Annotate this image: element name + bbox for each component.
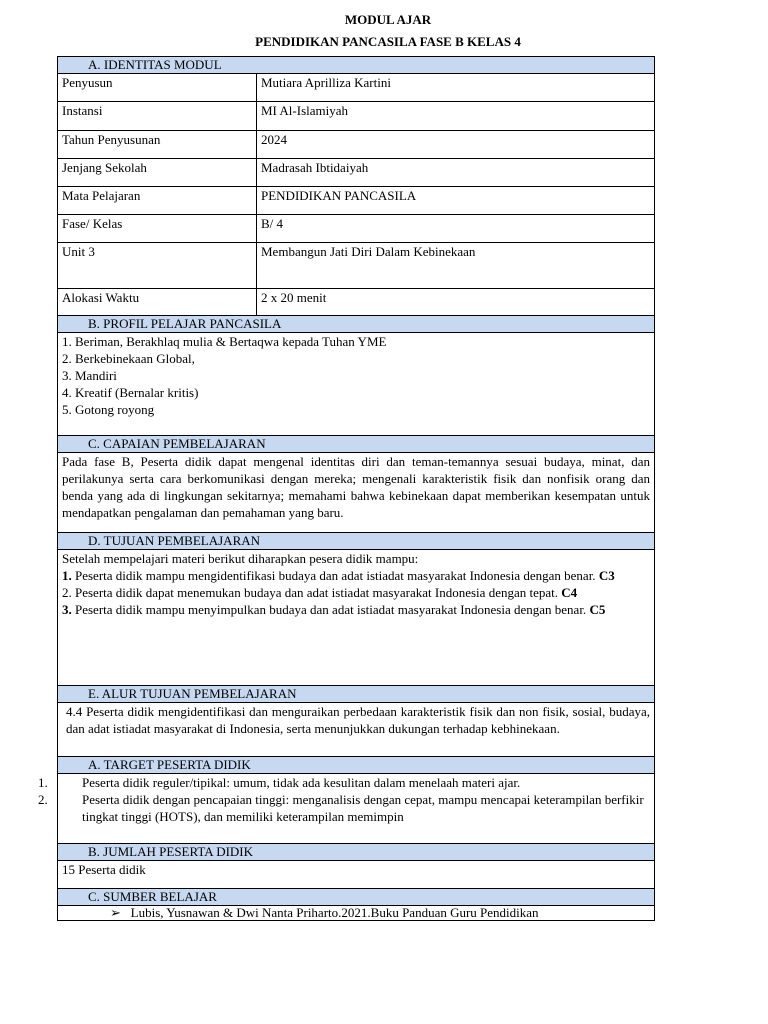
list-item: 5. Gotong royong (62, 402, 155, 417)
value-penyusun: Mutiara Aprilliza Kartini (257, 74, 655, 102)
value-mapel: PENDIDIKAN PANCASILA (257, 187, 655, 215)
list-item: 1. Peserta didik mampu mengidentifikasi budaya dan adat istiadat masyarakat Indonesia dengan benar. C3 (62, 568, 615, 583)
list-item: 2. Peserta didik dapat menemukan budaya dan adat istiadat masyarakat Indonesia dengan tepat. C4 (62, 585, 578, 600)
value-alokasi: 2 x 20 menit (257, 289, 655, 316)
label-unit: Unit 3 (58, 243, 257, 289)
tujuan-content (58, 550, 655, 686)
list-item: 1. Peserta didik reguler/tipikal: umum, tidak ada kesulitan dalam menelaah materi ajar. (38, 775, 521, 790)
value-instansi: MI Al-Islamiyah (257, 102, 655, 131)
document-title: MODUL AJAR (344, 12, 432, 27)
module-table (38, 56, 654, 921)
list-item: 2. Peserta didik dengan pencapaian tinggi: menganalisis dengan cepat, mampu mencapai keterampilan berfikir tingkat tinggi (HOTS), dan memiliki keterampilan memimpin (38, 792, 644, 824)
target-list (38, 774, 655, 844)
section-header-alur: E. ALUR TUJUAN PEMBELAJARAN (58, 686, 655, 703)
list-item: 3. Peserta didik mampu menyimpulkan budaya dan adat istiadat masyarakat Indonesia dengan benar. C5 (62, 602, 606, 617)
label-mapel: Mata Pelajaran (58, 187, 257, 215)
list-item: 1. Beriman, Berakhlaq mulia & Bertaqwa kepada Tuhan YME (62, 334, 387, 349)
tujuan-intro: Setelah mempelajari materi berikut diharapkan pesera didik mampu: (62, 551, 419, 566)
list-item: 4. Kreatif (Bernalar kritis) (62, 385, 199, 400)
alur-text: 4.4 Peserta didik mengidentifikasi dan menguraikan perbedaan karakteristik fisik dan non fisik, sosial, budaya, dan adat istiadat masyarakat di Indonesia, serta menunjukkan dukungan terhadap kebhinekaan. (58, 703, 655, 757)
list-item: 3. Mandiri (62, 368, 117, 383)
label-instansi: Instansi (58, 102, 257, 131)
section-header-profil: B. PROFIL PELAJAR PANCASILA (58, 316, 655, 333)
section-header-target: A. TARGET PESERTA DIDIK (58, 757, 655, 774)
value-unit: Membangun Jati Diri Dalam Kebinekaan (257, 243, 655, 289)
label-fase: Fase/ Kelas (58, 215, 257, 243)
section-header-jumlah: B. JUMLAH PESERTA DIDIK (58, 844, 655, 861)
label-alokasi: Alokasi Waktu (58, 289, 257, 316)
list-item: ➢ Lubis, Yusnawan & Dwi Nanta Priharto.2021.Buku Panduan Guru Pendidikan (110, 905, 539, 920)
value-jenjang: Madrasah Ibtidaiyah (257, 159, 655, 187)
list-item: 2. Berkebinekaan Global, (62, 351, 195, 366)
sumber-list (58, 906, 655, 921)
section-header-sumber: C. SUMBER BELAJAR (58, 889, 655, 906)
jumlah-text: 15 Peserta didik (58, 861, 655, 889)
document-subtitle: PENDIDIKAN PANCASILA FASE B KELAS 4 (255, 34, 521, 49)
value-tahun: 2024 (257, 131, 655, 159)
value-fase: B/ 4 (257, 215, 655, 243)
label-penyusun: Penyusun (58, 74, 257, 102)
label-jenjang: Jenjang Sekolah (58, 159, 257, 187)
label-tahun: Tahun Penyusunan (58, 131, 257, 159)
profil-list (58, 333, 655, 436)
section-header-capaian: C. CAPAIAN PEMBELAJARAN (58, 436, 655, 453)
arrow-bullet-icon: ➢ (110, 905, 121, 920)
section-header-tujuan: D. TUJUAN PEMBELAJARAN (58, 533, 655, 550)
section-header-identitas: A. IDENTITAS MODUL (58, 57, 655, 74)
capaian-text: Pada fase B, Peserta didik dapat mengenal identitas diri dan teman-temannya sesuai budaya, minat, dan perilakunya serta cara berkomunikasi dengan mereka; mengenali karakteristik fisik dan nonfisik orang dan benda yang ada di lingkungan sekitarnya; memahami bahwa kebinekaan dapat memberikan kesempatan untuk mendapatkan pengalaman dan pemahaman yang baru. (58, 453, 655, 533)
